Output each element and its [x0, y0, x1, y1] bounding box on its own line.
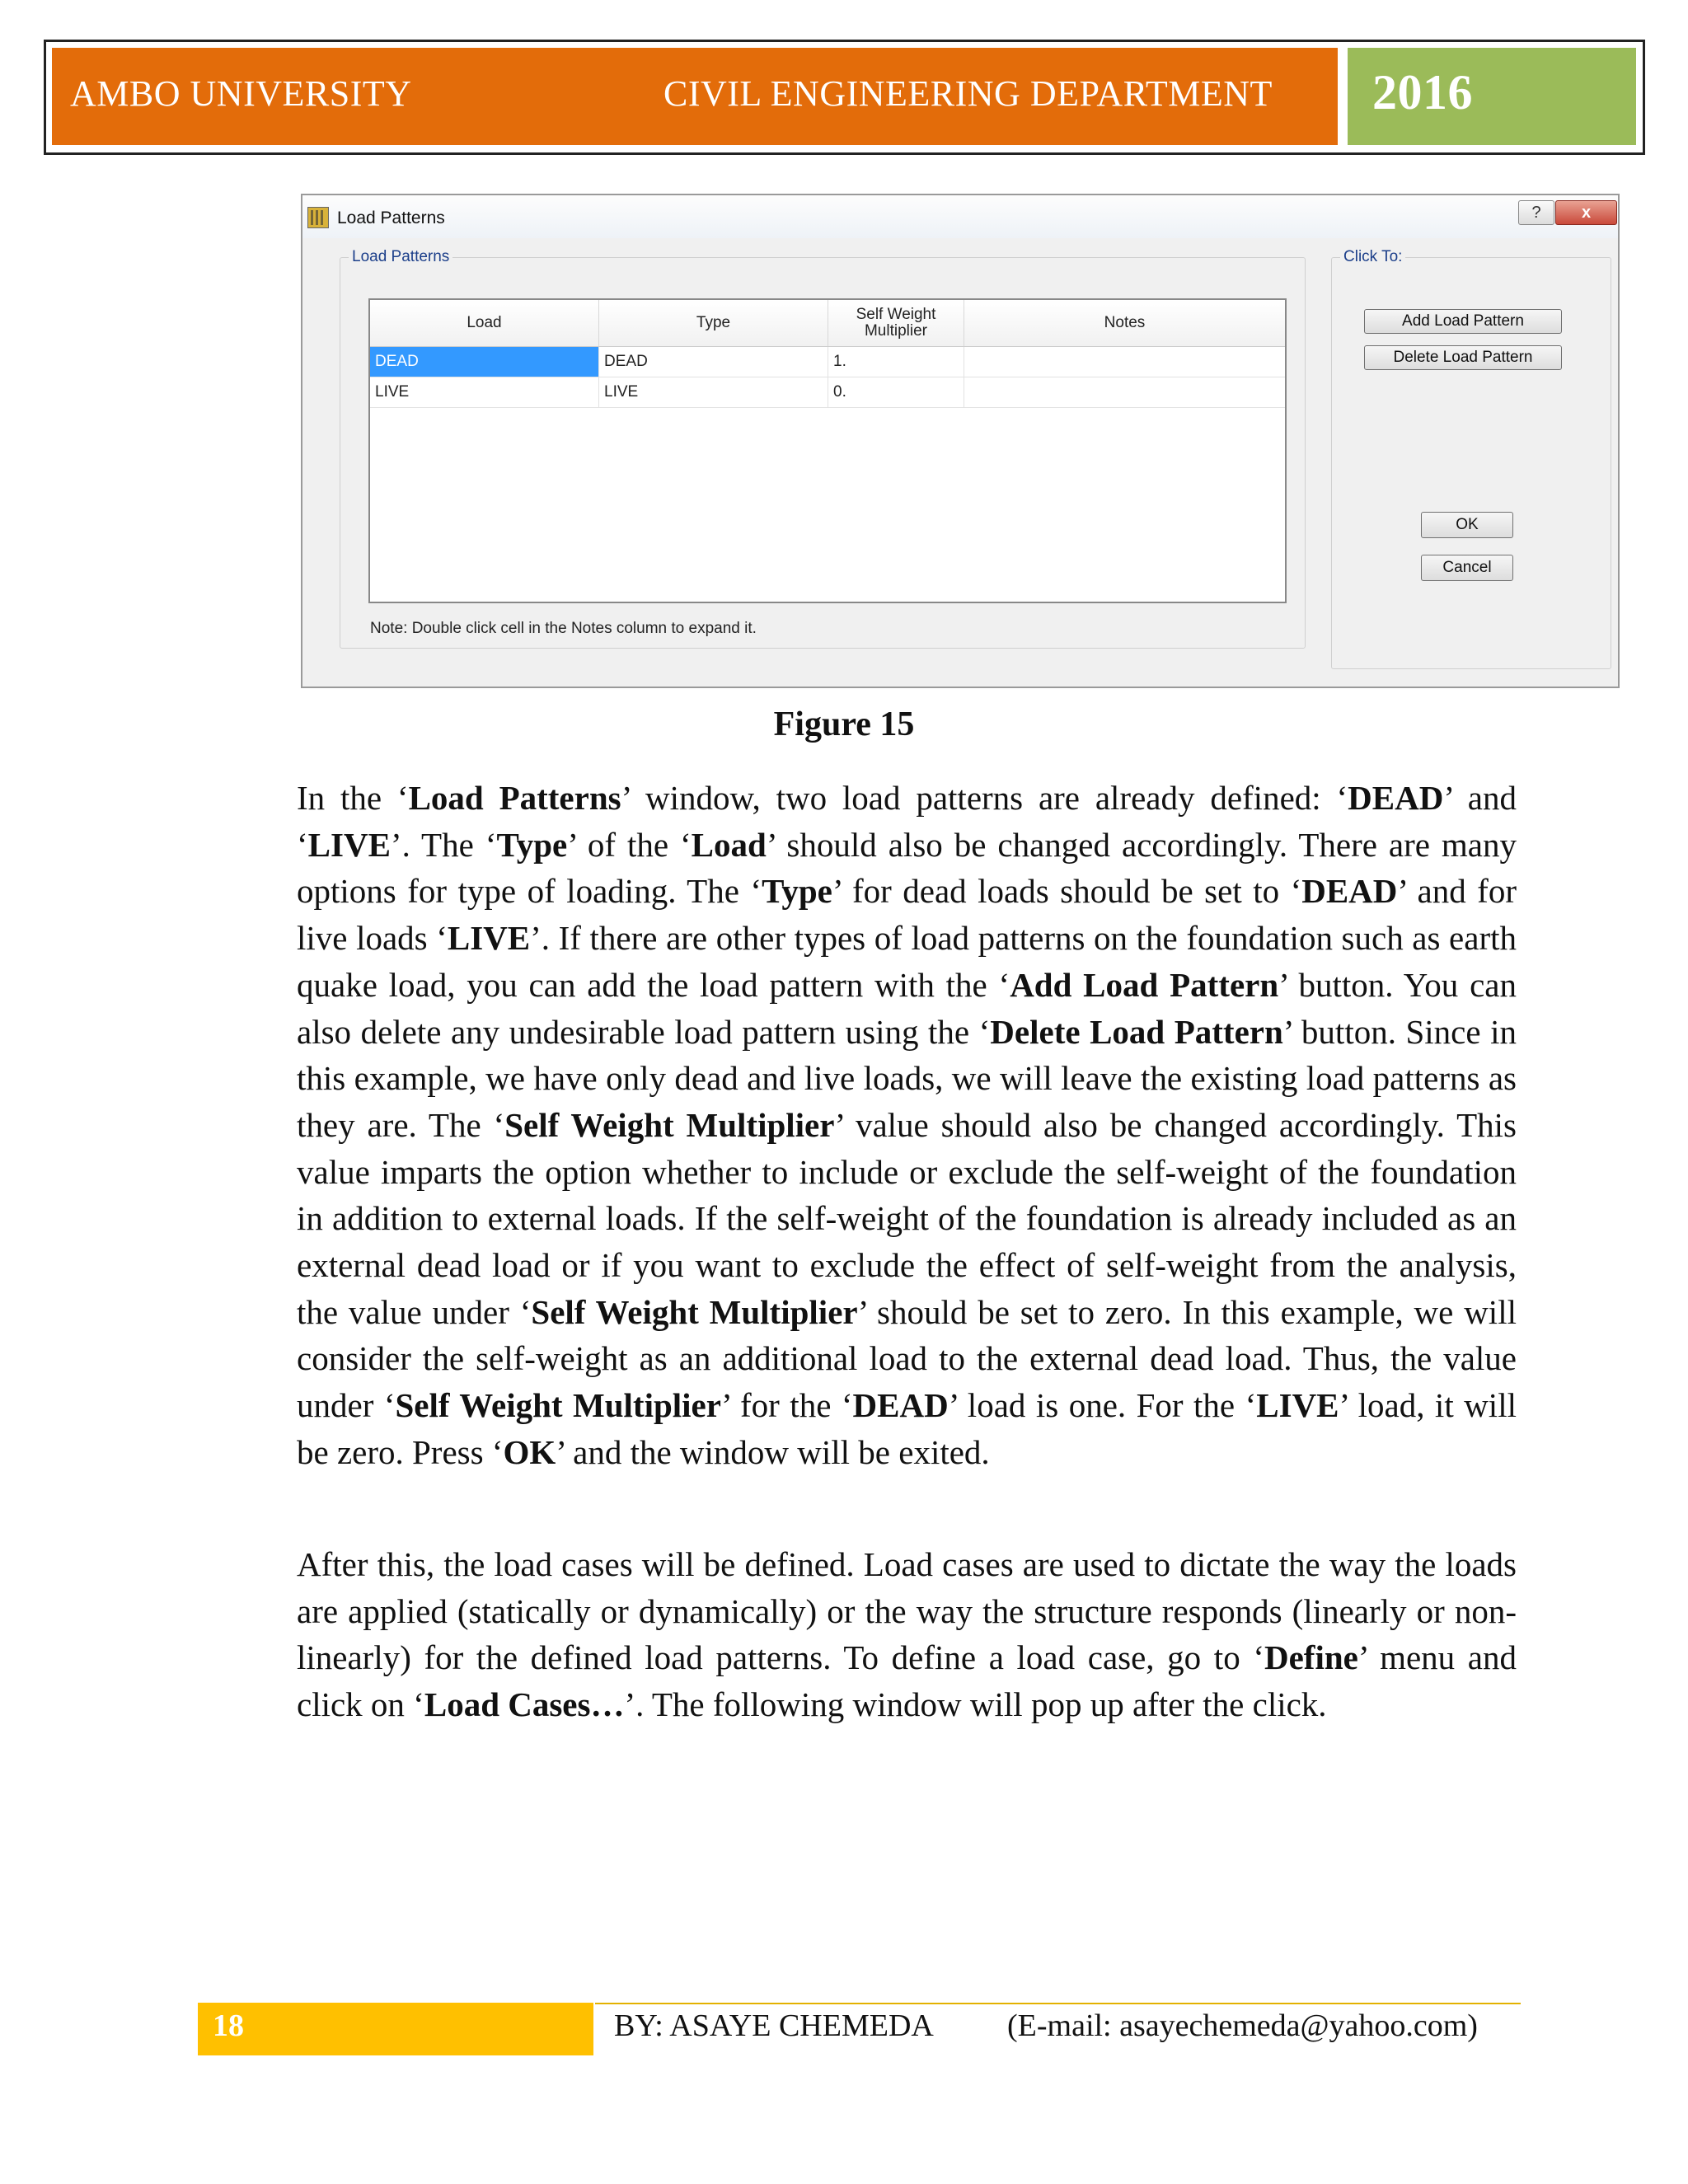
bold-term: Delete Load Pattern — [990, 1012, 1283, 1051]
cell-load[interactable]: LIVE — [370, 377, 599, 407]
load-patterns-dialog — [301, 194, 1620, 688]
footer-author: BY: ASAYE CHEMEDA — [614, 2008, 934, 2043]
bold-term: Self Weight Multiplier — [504, 1105, 835, 1144]
column-header-load[interactable]: Load — [370, 300, 599, 346]
cancel-button[interactable]: Cancel — [1421, 555, 1513, 581]
footer-rule — [595, 2003, 1521, 2004]
ok-button[interactable]: OK — [1421, 512, 1513, 538]
grid-app-icon — [307, 207, 329, 228]
bold-term: LIVE — [307, 825, 391, 864]
add-load-pattern-button[interactable]: Add Load Pattern — [1364, 309, 1562, 334]
text-run: ’ and ‘ — [297, 779, 1517, 864]
load-patterns-group-label: Load Patterns — [349, 248, 452, 266]
text-run: ’ menu and click on ‘ — [297, 1638, 1517, 1724]
text-run: ’ value should also be changed accordingly. This value imparts the option whether to include or exclude the self-weight of the foundation in addition to external loads. If the self-weight of the foundation is already included as an external dead load or if you want to exclude the effect of self-weight from the analysis, the value under ‘ — [297, 1105, 1517, 1331]
text-run: ’ for the ‘ — [720, 1386, 853, 1425]
bold-term: Type — [496, 825, 568, 864]
text-run: ’ and for live loads ‘ — [297, 872, 1517, 958]
text-run: ’ load is one. For the ‘ — [948, 1386, 1257, 1425]
footer-email: (E-mail: asayechemeda@yahoo.com) — [1007, 2008, 1478, 2043]
header-department: CIVIL ENGINEERING DEPARTMENT — [663, 73, 1273, 114]
text-run: ’ should also be changed accordingly. There are many options for type of loading. The ‘ — [297, 825, 1517, 911]
text-run: ’. The following window will pop up after the click. — [624, 1685, 1327, 1724]
table-row[interactable] — [370, 347, 1285, 377]
grid-note: Note: Double click cell in the Notes column to expand it. — [370, 620, 757, 637]
header-year: 2016 — [1372, 65, 1473, 120]
grid-header — [370, 300, 1285, 347]
dialog-titlebar — [302, 195, 1618, 238]
click-to-group-label: Click To: — [1340, 248, 1405, 266]
cell-notes[interactable] — [964, 347, 1285, 377]
text-run: ’. The ‘ — [390, 825, 497, 864]
text-run: ’ should be set to zero. In this example, we will consider the self-weight as an additional load to the external dead load. Thus, the value under ‘ — [297, 1292, 1517, 1425]
bold-term: Add Load Pattern — [1010, 965, 1279, 1004]
text-run: ’ and the window will be exited. — [556, 1432, 990, 1471]
bold-term: LIVE — [447, 919, 531, 958]
bold-term: LIVE — [1256, 1386, 1339, 1425]
bold-term: Type — [762, 872, 832, 911]
cell-multiplier[interactable]: 0. — [828, 377, 964, 407]
body-paragraph-1 — [297, 775, 1517, 1476]
bold-term: Load — [691, 825, 767, 864]
text-run: ’ window, two load patterns are already defined: ‘ — [621, 779, 1348, 817]
help-button[interactable]: ? — [1518, 200, 1554, 225]
text-run: ’ button. You can also delete any undesirable load pattern using the ‘ — [297, 965, 1517, 1051]
body-paragraph-2 — [297, 1541, 1517, 1728]
cell-load[interactable]: DEAD — [370, 347, 599, 377]
cell-type[interactable]: DEAD — [599, 347, 828, 377]
figure-caption: Figure 15 — [773, 705, 915, 743]
text-run: After this, the load cases will be defined. Load cases are used to dictate the way the loads are applied (statically or dynamically) or the way the structure responds (linearly or non-linearly) for the defined load patterns. To define a load case, go to ‘ — [297, 1545, 1517, 1677]
text-run: ’ load, it will be zero. Press ‘ — [297, 1386, 1517, 1471]
table-row[interactable] — [370, 377, 1285, 408]
column-header-self-weight-multiplier[interactable]: Self Weight Multiplier — [828, 300, 964, 346]
bold-term: Load Patterns — [408, 779, 621, 817]
load-patterns-grid[interactable] — [368, 298, 1287, 603]
delete-load-pattern-button[interactable]: Delete Load Pattern — [1364, 345, 1562, 370]
cell-notes[interactable] — [964, 377, 1285, 407]
text-run: ’ button. Since in this example, we have only dead and live loads, we will leave the existing load patterns as they are. The ‘ — [297, 1012, 1517, 1144]
column-header-type[interactable]: Type — [599, 300, 828, 346]
bold-term: Define — [1264, 1638, 1358, 1677]
footer-page-box — [198, 2003, 593, 2055]
text-run: ’. If there are other types of load patterns on the foundation such as earth quake load, you can add the load pattern with the ‘ — [297, 919, 1517, 1004]
header-university: AMBO UNIVERSITY — [70, 73, 412, 114]
close-button[interactable]: x — [1555, 200, 1617, 225]
dialog-title: Load Patterns — [337, 209, 445, 227]
column-header-notes[interactable]: Notes — [1104, 314, 1146, 331]
text-run: ’ of the ‘ — [567, 825, 692, 864]
bold-term: Self Weight Multiplier — [395, 1386, 721, 1425]
bold-term: Load Cases… — [424, 1685, 625, 1724]
cell-multiplier[interactable]: 1. — [828, 347, 964, 377]
text-run: In the ‘ — [297, 779, 409, 817]
text-run: ’ for dead loads should be set to ‘ — [832, 872, 1302, 911]
bold-term: Self Weight Multiplier — [531, 1292, 858, 1331]
bold-term: OK — [503, 1432, 556, 1471]
page-number: 18 — [213, 2008, 244, 2043]
bold-term: DEAD — [1301, 872, 1398, 911]
bold-term: DEAD — [1348, 779, 1444, 817]
bold-term: DEAD — [852, 1386, 949, 1425]
cell-type[interactable]: LIVE — [599, 377, 828, 407]
